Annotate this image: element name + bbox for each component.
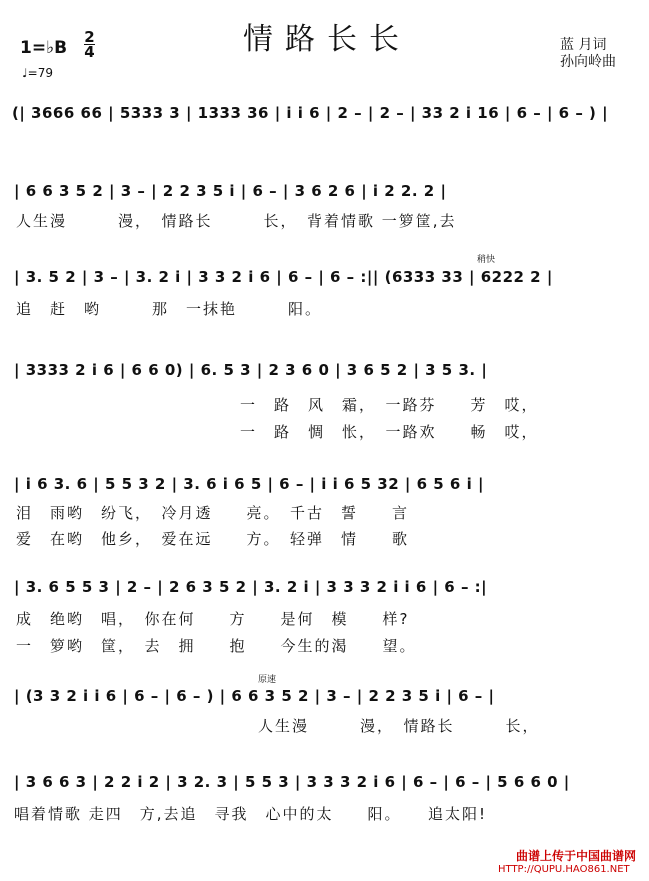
score-system-3: | 3. 5 2 | 3 – | 3. 2 i | 3 3 2 i 6 | 6 – | 6 – :|| (6333 33 | 6222 2 | [14, 268, 553, 286]
score-system-2: | 6 6 3 5 2 | 3 – | 2 2 3 5 i | 6 – | 3 6 2 6 | i 2 2. 2 | [14, 182, 447, 200]
score-system-1: (| 3666 66 | 5333 3 | 1333 36 | i i 6 | 2 – | 2 – | 33 2 i 16 | 6 – | 6 – ) | [12, 104, 609, 122]
score-system-4: | 3333 2 i 6 | 6 6 0) | 6. 5 3 | 2 3 6 0 | 3 6 5 2 | 3 5 3. | [14, 361, 488, 379]
tempo-marker-faster: 稍快 [477, 255, 496, 265]
time-signature [84, 30, 95, 61]
lyrics-line-5b: 爱 在哟 他乡， 爱在远 方。 轻弹 情 歌 [16, 530, 410, 548]
lyrics-line-4a: 一 路 风 霜， 一路芬 芳 哎， [240, 396, 539, 414]
watermark-line-1: 曲谱上传于中国曲谱网 [516, 849, 637, 863]
lyrics-line-8: 唱着情歌 走四 方,去追 寻我 心中的太 阳。 追太阳! [14, 805, 488, 823]
time-denominator: 4 [84, 43, 95, 61]
lyrics-line-3: 追 赶 哟 那 一抹艳 阳。 [16, 300, 323, 318]
lyrics-line-7: 人生漫 漫， 情路长 长， [258, 717, 540, 735]
lyrics-line-2: 人生漫 漫， 情路长 长， 背着情歌 一箩筐,去 [16, 212, 457, 230]
tempo-marking: ♩=79 [22, 66, 53, 80]
score-system-8: | 3 6 6 3 | 2 2 i 2 | 3 2. 3 | 5 5 3 | 3 3 3 2 i 6 | 6 – | 6 – | 5 6 6 0 | [14, 773, 570, 791]
score-system-6: | 3. 6 5 5 3 | 2 – | 2 6 3 5 2 | 3. 2 i | 3 3 3 2 i i 6 | 6 – :| [14, 578, 488, 596]
lyrics-line-6a: 成 绝哟 唱， 你在何 方 是何 模 样? [16, 610, 410, 628]
key-signature: 1=♭B [20, 38, 68, 58]
lyrics-line-5a: 泪 雨哟 纷飞， 冷月透 亮。 千古 誓 言 [16, 504, 410, 522]
lyrics-line-4b: 一 路 惆 怅， 一路欢 畅 哎， [240, 423, 539, 441]
lyrics-line-6b: 一 箩哟 筐， 去 拥 抱 今生的渴 望。 [16, 637, 417, 655]
score-system-7: | (3 3 2 i i 6 | 6 – | 6 – ) | 6 6 3 5 2 | 3 – | 2 2 3 5 i | 6 – | [14, 687, 495, 705]
lyricist-credit: 蓝 月词 [560, 37, 607, 53]
time-numerator: 2 [84, 28, 95, 46]
song-title: 情路长长 [243, 22, 411, 57]
score-system-5: | i 6 3. 6 | 5 5 3 2 | 3. 6 i 6 5 | 6 – | i i 6 5 32 | 6 5 6 i | [14, 475, 484, 493]
tempo-marker-original: 原速 [258, 675, 277, 685]
composer-credit: 孙向岭曲 [560, 54, 616, 70]
watermark-line-2: HTTP://QUPU.HAO861.NET [498, 864, 630, 875]
